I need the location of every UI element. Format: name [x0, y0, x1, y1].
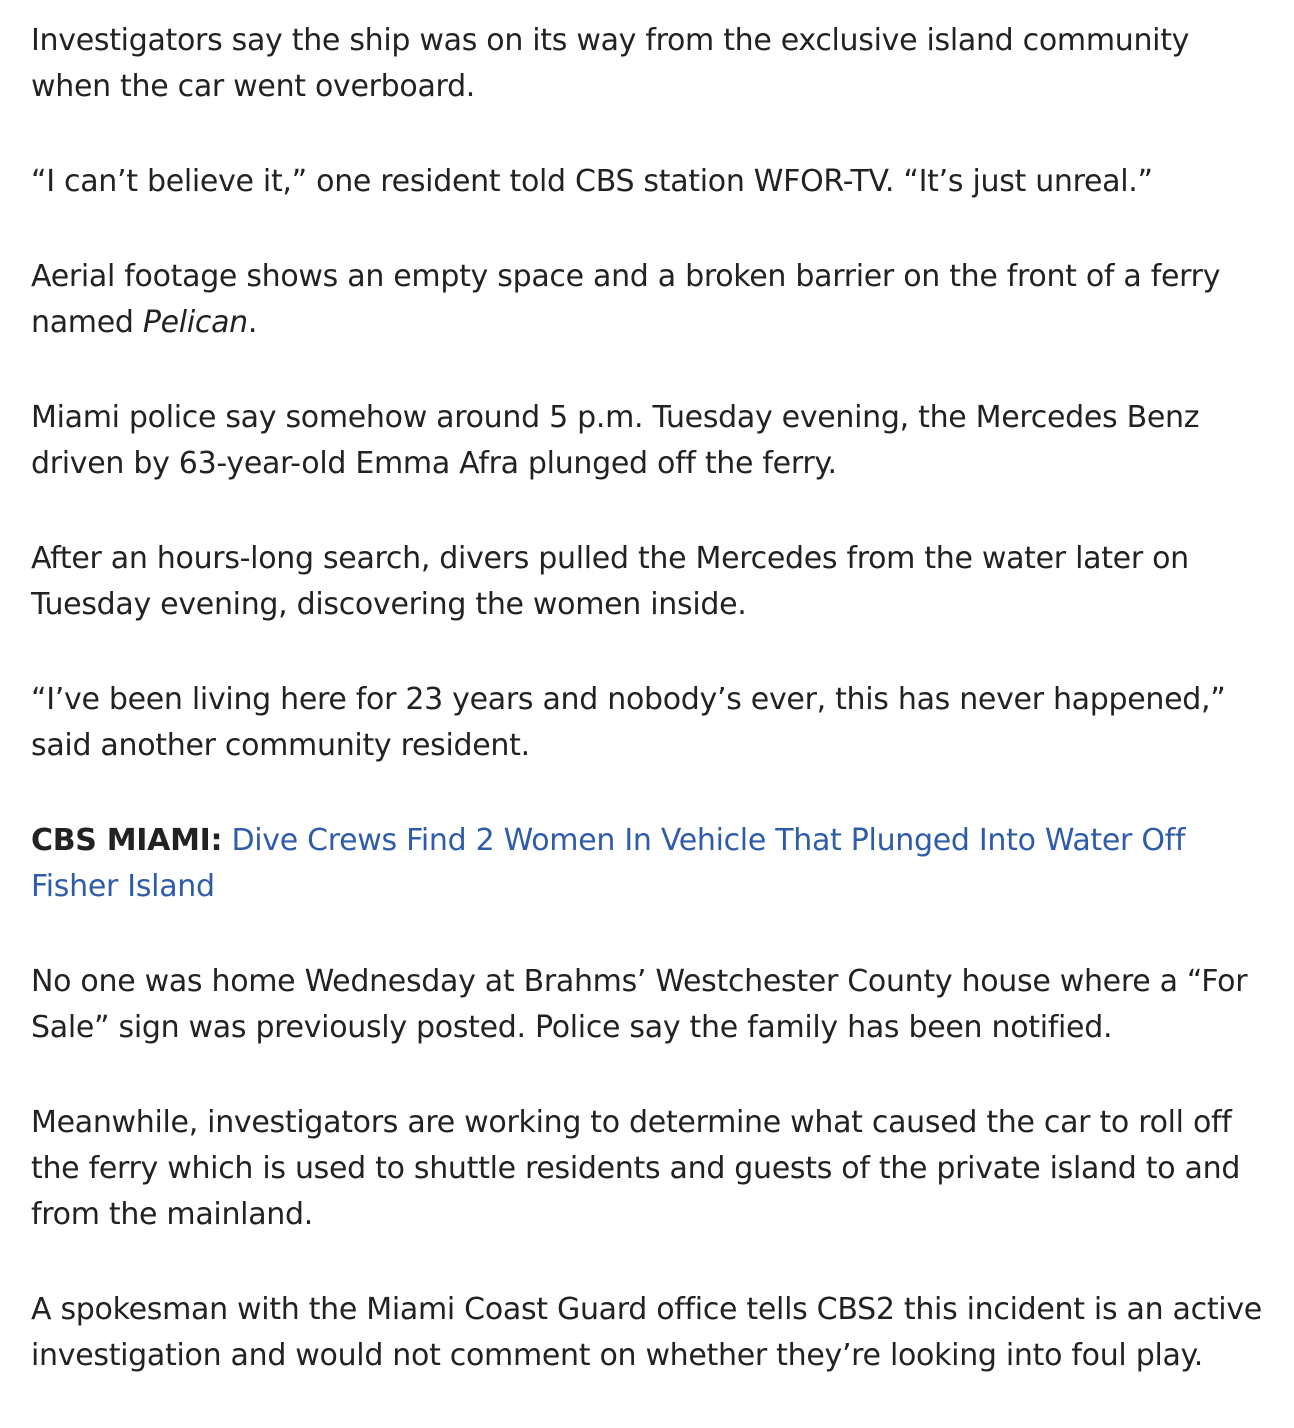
paragraph-resident-quote: “I can’t believe it,” one resident told CBS station WFOR-TV. “It’s just unreal.”	[31, 164, 1153, 199]
related-story	[31, 818, 1266, 910]
related-story-link[interactable]: Dive Crews Find 2 Women In Vehicle That Plunged Into Water Off Fisher Island	[31, 823, 1186, 904]
paragraph-investigation: Meanwhile, investigators are working to determine what caused the car to roll off the ferry which is used to shuttle residents and guests of the private island to and from the mainland.	[31, 1105, 1241, 1232]
ferry-name: Pelican	[142, 305, 248, 340]
paragraph-westchester-house: No one was home Wednesday at Brahms’ Westchester County house where a “For Sale” sign was previously posted. Police say the family has been notified.	[31, 964, 1248, 1045]
paragraph-coast-guard: A spokesman with the Miami Coast Guard office tells CBS2 this incident is an active investigation and would not comment on whether they’re looking into foul play.	[31, 1292, 1262, 1373]
paragraph-police-statement: Miami police say somehow around 5 p.m. Tuesday evening, the Mercedes Benz driven by 63-year-old Emma Afra plunged off the ferry.	[31, 400, 1200, 481]
article-body	[31, 18, 1266, 1428]
related-story-label: CBS MIAMI:	[31, 823, 223, 858]
paragraph-second-resident-quote: “I’ve been living here for 23 years and nobody’s ever, this has never happened,” said another community resident.	[31, 682, 1226, 763]
aerial-footage-text: Aerial footage shows an empty space and a broken barrier on the front of a ferry named	[31, 259, 1221, 340]
paragraph-ship-route: Investigators say the ship was on its way from the exclusive island community when the car went overboard.	[31, 23, 1190, 104]
aerial-footage-end: .	[247, 305, 258, 340]
paragraph-search: After an hours-long search, divers pulled the Mercedes from the water later on Tuesday evening, discovering the women inside.	[31, 541, 1189, 622]
paragraph-aerial-footage	[31, 254, 1266, 346]
